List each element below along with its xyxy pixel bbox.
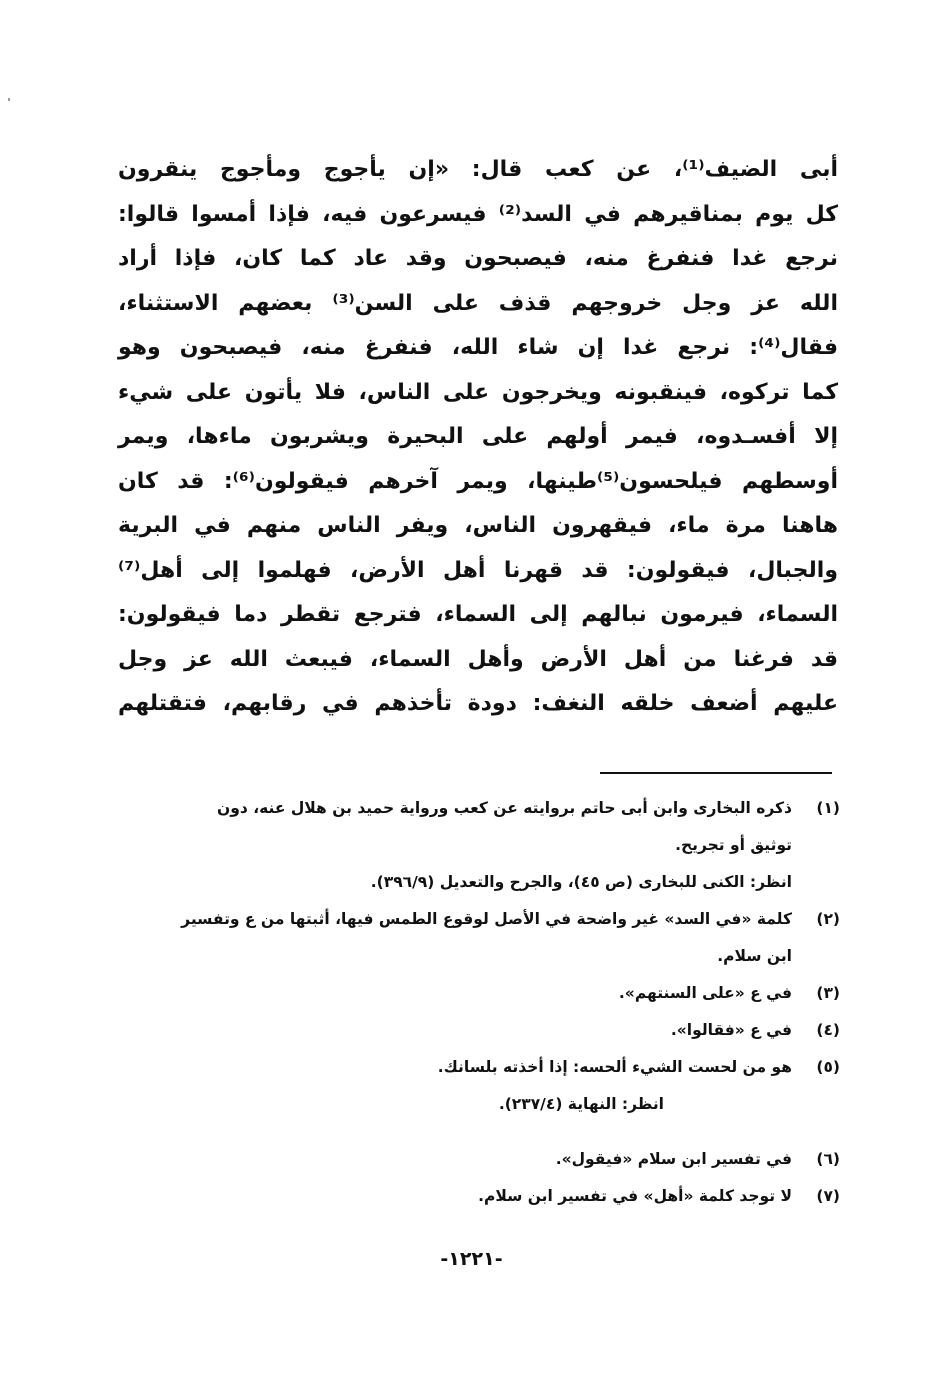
footnote-1 [118,790,840,901]
footnote-number: (٥) [816,1058,840,1076]
text-line: فقال⁽⁴⁾: نرجع غدا إن شاء الله، فنفرغ منه، فيصبحون وهو [118,335,838,360]
footnote-text: في تفسير ابن سلام «فيقول». [555,1150,792,1168]
footnote-number: (٢) [816,910,840,928]
text-line: هاهنا مرة ماء، فيقهرون الناس، ويفر الناس منهم في البرية [118,513,838,538]
footnote-text: هو من لحست الشيء ألحسه: إذا أخذته بلسانك. [437,1058,792,1076]
text-line: والجبال، فيقولون: قد قهرنا أهل الأرض، فهلموا إلى أهل⁽⁷⁾ [118,557,838,583]
text-line: إلا أفسـدوه، فيمر أولهم على البحيرة ويشربون ماءها، ويمر [118,424,838,449]
footnote-2 [118,901,840,975]
footnote-text: ذكره البخارى وابن أبى حاتم بروايته عن كعب ورواية حميد بن هلال عنه، دون [217,799,792,817]
footnote-text: انظر: النهاية (٢٣٧/٤). [498,1095,664,1113]
footnote-divider [600,772,832,774]
text-line: الله عز وجل خروجهم قذف على السن⁽³⁾ بعضهم الاستثناء، [118,290,838,316]
text-line: السماء، فيرمون نبالهم إلى السماء، فترجع تقطر دما فيقولون: [118,602,838,627]
text-line: قد فرغنا من أهل الأرض وأهل السماء، فيبعث الله عز وجل [118,646,838,672]
footnotes [118,790,840,1215]
footnote-number: (٤) [816,1021,840,1039]
footnote-text: توثيق أو تجريح. [675,836,792,854]
footnote-6 [118,1141,840,1178]
footnote-text: كلمة «في السد» غير واضحة في الأصل لوقوع الطمس فيها، أثبتها من ع وتفسير [181,910,792,928]
footnote-number: (٦) [816,1150,840,1168]
footnote-text: ابن سلام. [717,947,792,965]
footnote-text: لا توجد كلمة «أهل» في تفسير ابن سلام. [478,1187,792,1205]
footnote-7 [118,1178,840,1215]
text-line: أبى الضيف⁽¹⁾، عن كعب قال: «إن يأجوج ومأجوج ينقرون [118,157,838,182]
text-line: كما تركوه، فينقبونه ويخرجون على الناس، فلا يأتون على شيء [118,379,838,405]
footnote-text: في ع «فقالوا». [670,1021,792,1039]
footnote-3 [118,975,840,1012]
footnote-number: (٣) [816,984,840,1002]
footnote-text: انظر: الكنى للبخارى (ص ٤٥)، والجرح والتعديل (٣٩٦/٩). [370,873,792,891]
text-line: أوسطهم فيلحسون⁽⁵⁾طينها، ويمر آخرهم فيقولون⁽⁶⁾: قد كان [118,468,839,494]
footnote-4 [118,1012,840,1049]
main-text [118,148,838,727]
text-line: كل يوم بمناقيرهم في السد⁽²⁾ فيسرعون فيه، فإذا أمسوا قالوا: [118,201,838,227]
footnote-text: في ع «على السنتهم». [618,984,792,1002]
page-number: -١٢٢١- [440,1248,503,1270]
footnote-number: (١) [816,799,840,817]
footnote-5-continued [118,1086,840,1123]
footnote-5 [118,1049,840,1086]
text-line: نرجع غدا فنفرغ منه، فيصبحون وقد عاد كما كان، فإذا أراد [118,246,838,271]
scan-mark [8,98,10,101]
footnote-number: (٧) [816,1187,840,1205]
text-line: عليهم أضعف خلقه النغف: دودة تأخذهم في رقابهم، فتقتلهم [118,691,838,716]
